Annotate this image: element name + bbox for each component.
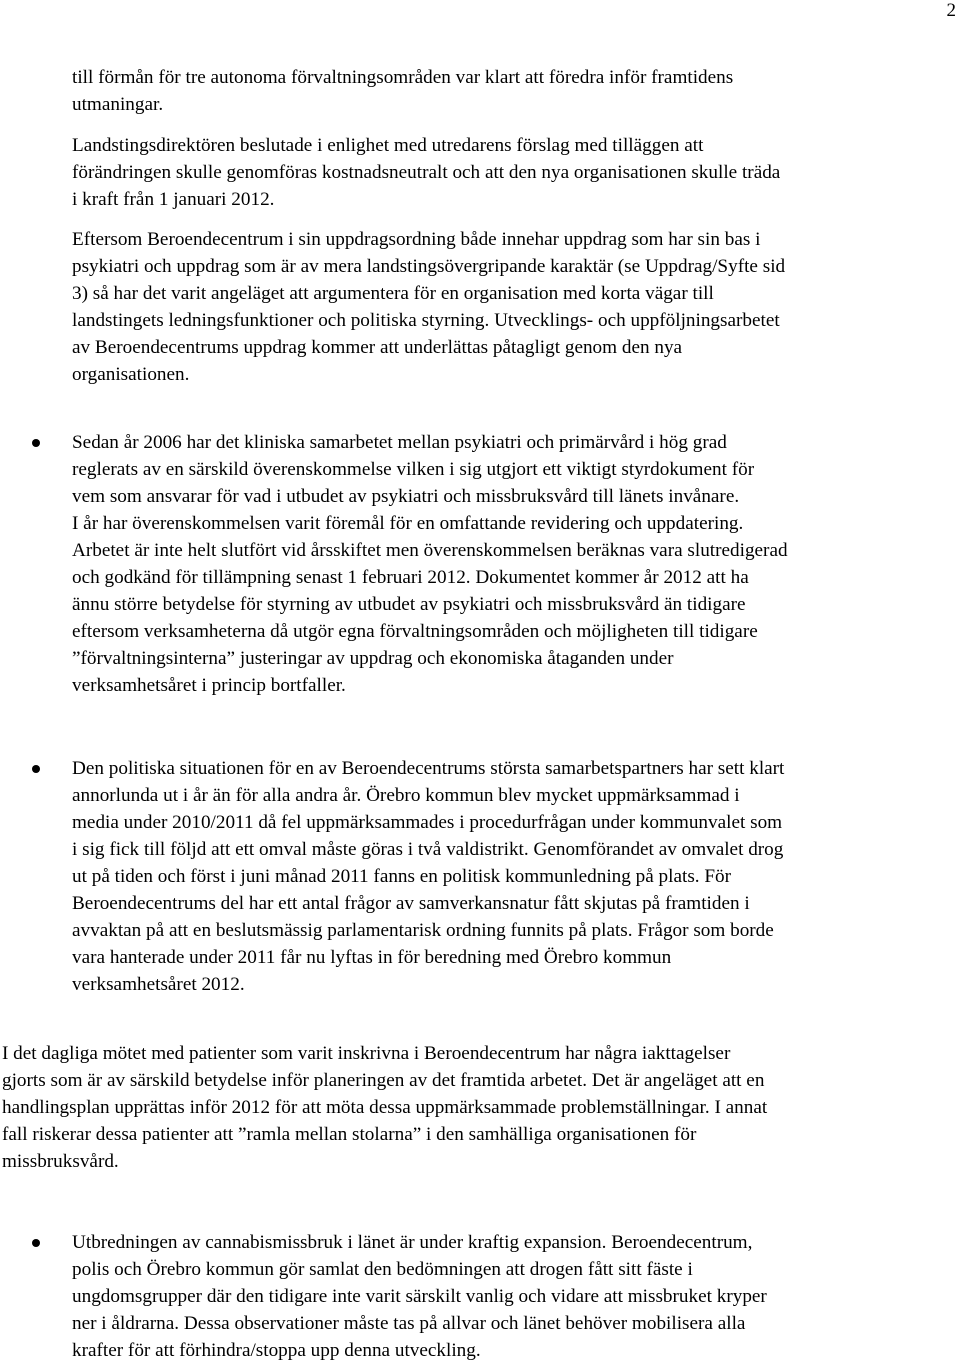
text-line: psykiatri och uppdrag som är av mera landstingsövergripande karaktär (se Uppdrag/Syfte sid bbox=[72, 256, 786, 277]
paragraph-continuation bbox=[72, 64, 733, 118]
bullet-item-politics bbox=[72, 755, 784, 998]
text-line: i sig fick till följd att ett omval måste göras i två valdistrikt. Genomförandet av omvalet drog bbox=[72, 839, 784, 860]
text-line: landstingets ledningsfunktioner och politiska styrning. Utvecklings- och uppföljningsarbetet bbox=[72, 310, 780, 331]
text-line: polis och Örebro kommun gör samlat den bedömningen att drogen fått sitt fäste i bbox=[72, 1259, 693, 1280]
text-line: Landstingsdirektören beslutade i enlighet med utredarens förslag med tilläggen att bbox=[72, 135, 704, 156]
paragraph-observations bbox=[2, 1040, 767, 1175]
bullet-item-cannabis bbox=[72, 1229, 767, 1364]
bullet-icon bbox=[32, 1239, 40, 1247]
bullet-icon bbox=[32, 439, 40, 447]
text-line: verksamhetsåret i princip bortfaller. bbox=[72, 675, 346, 696]
text-line: 3) så har det varit angeläget att argumentera för en organisation med korta vägar till bbox=[72, 283, 714, 304]
paragraph-argument bbox=[72, 226, 785, 388]
text-line: handlingsplan upprättas inför 2012 för att möta dessa uppmärksammade problemställningar. I annat bbox=[2, 1097, 768, 1118]
text-line: missbruksvård. bbox=[2, 1151, 119, 1172]
text-line: i kraft från 1 januari 2012. bbox=[72, 189, 275, 210]
text-line: ungdomsgrupper där den tidigare inte varit särskilt vanlig och vidare att missbruket kryper bbox=[72, 1286, 767, 1307]
text-line: verksamhetsåret 2012. bbox=[72, 974, 245, 995]
text-line: gjorts som är av särskild betydelse inför planeringen av det framtida arbetet. Det är angeläget att en bbox=[2, 1070, 765, 1091]
paragraph-decision bbox=[72, 132, 780, 213]
text-line: fall riskerar dessa patienter att ”ramla mellan stolarna” i den samhälliga organisationen för bbox=[2, 1124, 697, 1145]
text-line: I det dagliga mötet med patienter som varit inskrivna i Beroendecentrum har några iakttagelser bbox=[2, 1043, 731, 1064]
text-line: ner i åldrarna. Dessa observationer måste tas på allvar och länet behöver mobilisera alla bbox=[72, 1313, 746, 1334]
text-line: vem som ansvarar för vad i utbudet av psykiatri och missbruksvård till länets invånare. bbox=[72, 486, 740, 507]
text-line: förändringen skulle genomföras kostnadsneutralt och att den nya organisationen skulle träda bbox=[72, 162, 781, 183]
text-line: ännu större betydelse för styrning av utbudet av psykiatri och missbruksvård än tidigare bbox=[72, 594, 746, 615]
bullet-item-agreement bbox=[72, 429, 788, 699]
text-line: Eftersom Beroendecentrum i sin uppdragsordning både innehar uppdrag som har sin bas i bbox=[72, 229, 761, 250]
text-line: krafter för att förhindra/stoppa upp denna utveckling. bbox=[72, 1340, 481, 1361]
text-line: avvaktan på att en beslutsmässig parlamentarisk ordning funnits på plats. Frågor som borde bbox=[72, 920, 774, 941]
text-line: Den politiska situationen för en av Beroendecentrums största samarbetspartners har sett klart bbox=[72, 758, 785, 779]
page-number: 2 bbox=[946, 0, 956, 21]
text-line: av Beroendecentrums uppdrag kommer att underlättas påtagligt genom den nya bbox=[72, 337, 683, 358]
text-line: Sedan år 2006 har det kliniska samarbetet mellan psykiatri och primärvård i hög grad bbox=[72, 432, 727, 453]
text-line: media under 2010/2011 då fel uppmärksammades i procedurfrågan under kommunvalet som bbox=[72, 812, 783, 833]
text-line: Arbetet är inte helt slutfört vid årsskiftet men överenskommelsen beräknas vara slutredigerad bbox=[72, 540, 788, 561]
text-line: utmaningar. bbox=[72, 94, 164, 115]
text-line: till förmån för tre autonoma förvaltningsområden var klart att föredra inför framtidens bbox=[72, 67, 734, 88]
text-line: ut på tiden och först i juni månad 2011 fanns en politisk kommunledning på plats. För bbox=[72, 866, 732, 887]
text-line: organisationen. bbox=[72, 364, 190, 385]
text-line: eftersom verksamheterna då utgör egna förvaltningsområden och möjligheten till tidigare bbox=[72, 621, 758, 642]
text-line: ”förvaltningsinterna” justeringar av uppdrag och ekonomiska åtaganden under bbox=[72, 648, 674, 669]
text-line: I år har överenskommelsen varit föremål för en omfattande revidering och uppdatering. bbox=[72, 513, 744, 534]
text-line: Utbredningen av cannabismissbruk i länet är under kraftig expansion. Beroendecentrum, bbox=[72, 1232, 753, 1253]
text-line: och godkänd för tillämpning senast 1 februari 2012. Dokumentet kommer år 2012 att ha bbox=[72, 567, 749, 588]
text-line: annorlunda ut i år än för alla andra år. Örebro kommun blev mycket uppmärksammad i bbox=[72, 785, 740, 806]
text-line: reglerats av en särskild överenskommelse vilken i sig utgjort ett viktigt styrdokument för bbox=[72, 459, 755, 480]
text-line: Beroendecentrums del har ett antal frågor av samverkansnatur fått skjutas på framtiden i bbox=[72, 893, 750, 914]
bullet-icon bbox=[32, 765, 40, 773]
text-line: vara hanterade under 2011 får nu lyftas in för beredning med Örebro kommun bbox=[72, 947, 672, 968]
